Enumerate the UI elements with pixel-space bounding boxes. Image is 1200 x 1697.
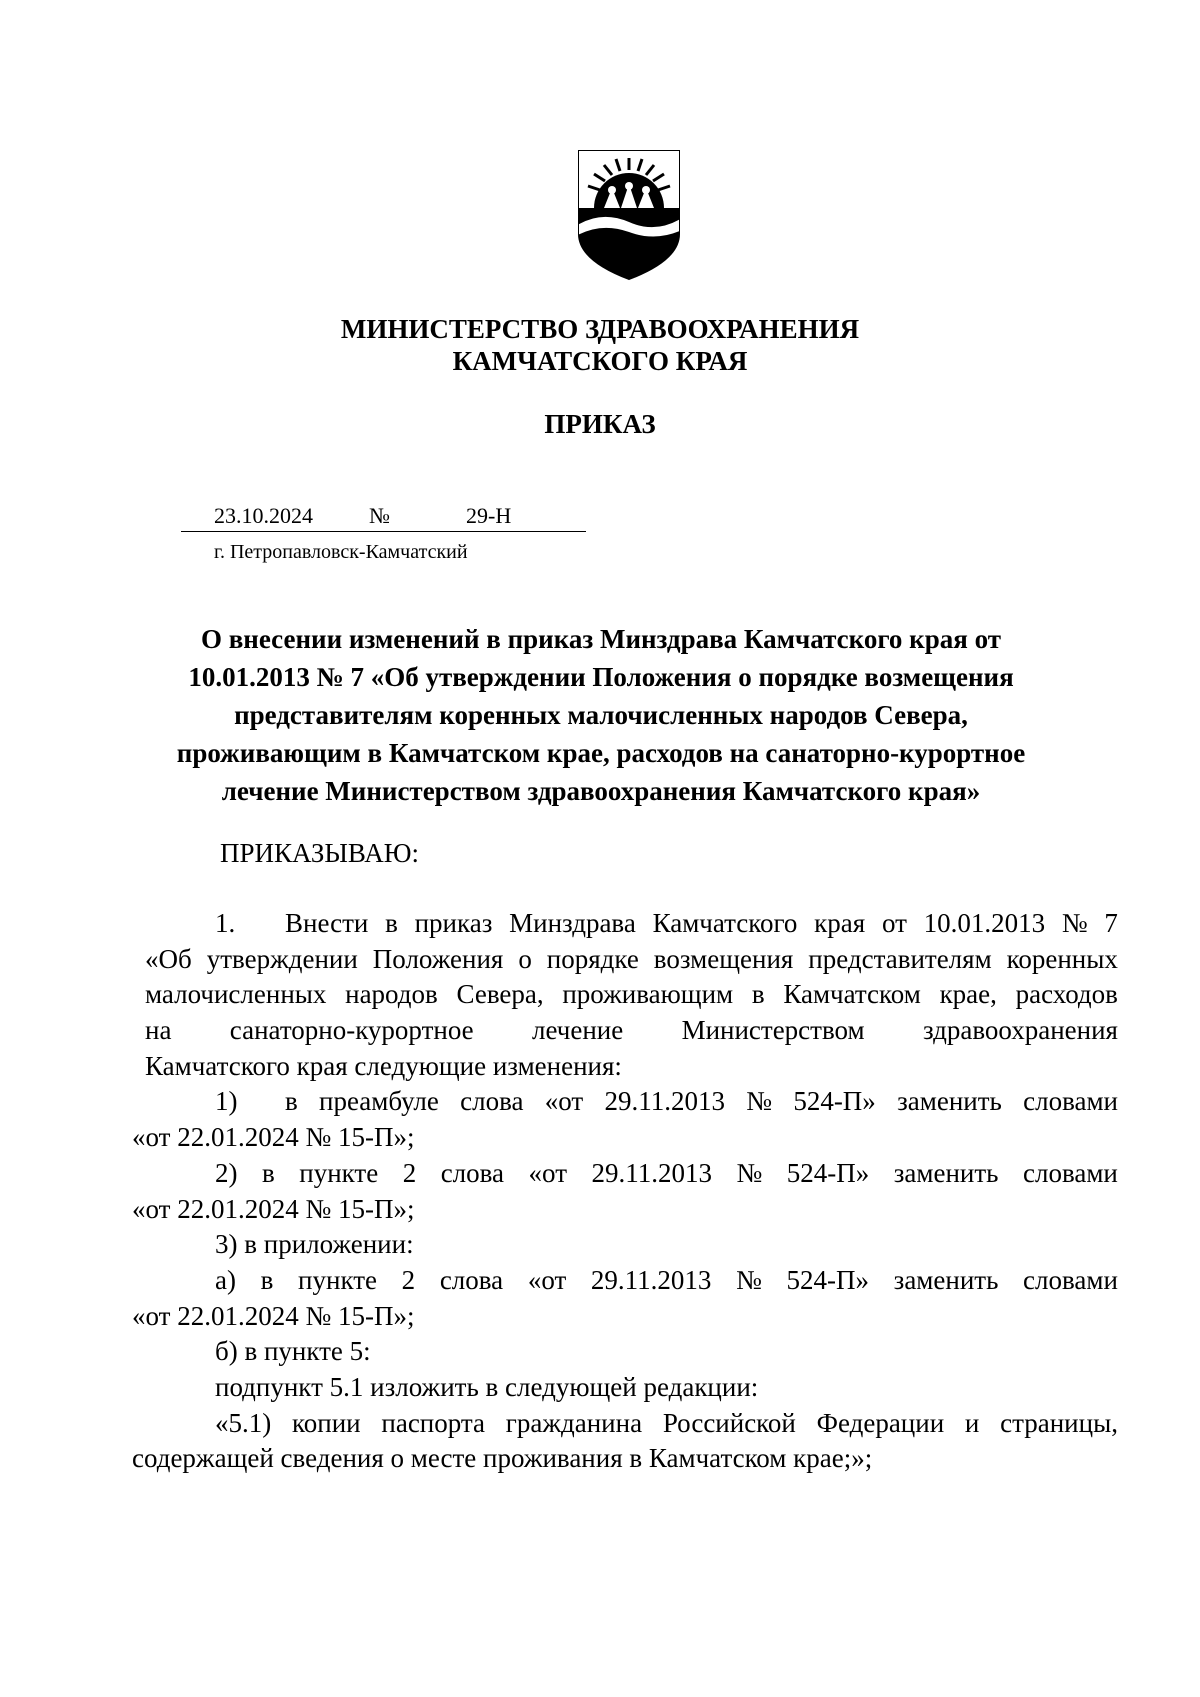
item1-line3 [145,977,1118,1013]
word: заменить [893,1157,999,1188]
word: в [262,1157,275,1188]
sub2-line1 [145,1156,1118,1192]
word: 29.11.2013 [591,1157,712,1188]
document-type: ПРИКАЗ [544,409,656,439]
word: 524-П» [786,1264,869,1295]
word: словами [1023,1264,1118,1295]
subject-line: О внесении изменений в приказ Минздрава Камчатского края от [200,624,1002,654]
word: слова [440,1157,505,1188]
word: а) [215,1264,236,1295]
word: № [746,1086,773,1117]
word: здравоохранения [922,1015,1118,1046]
word: 524-П» [786,1157,870,1188]
word: страницы, [1000,1407,1118,1438]
subject-line: лечение Министерством здравоохранения Камчатского края» [221,776,981,806]
word: заменить [893,1264,999,1295]
sub3b-line: б) в пункте 5: [215,1336,371,1367]
number-sign: № [369,503,390,528]
word: коренных [1006,943,1118,974]
word: Положения [372,943,504,974]
word: проживающим [562,979,734,1010]
sub3a-line1 [145,1263,1118,1299]
word: 29.11.2013 [590,1264,712,1295]
organization-name [200,313,1000,377]
word: гражданина [505,1407,643,1438]
org-line-1: МИНИСТЕРСТВО ЗДРАВООХРАНЕНИЯ [340,314,860,344]
sub1-text [285,1084,1118,1120]
order-word: ПРИКАЗЫВАЮ: [220,838,419,868]
word: края [814,908,866,938]
word: крае, [939,979,997,1010]
word: и [964,1407,980,1438]
word: слова [460,1086,524,1117]
quote-line1 [145,1406,1118,1442]
word: слова [439,1264,504,1295]
word: «от [527,1264,567,1295]
word: расходов [1015,979,1118,1010]
item1-line1 [145,906,1118,942]
word: народов [345,979,438,1010]
word: Минздрава [509,908,636,938]
word: Камчатского [652,908,798,938]
word: 2 [401,1264,416,1295]
word: возмещения [653,943,794,974]
word: о [518,943,532,974]
word: в [751,979,765,1010]
item1-number: 1. [215,908,236,938]
sub3a-line2: «от 22.01.2024 № 15-П»; [132,1300,415,1331]
word: «от [544,1086,584,1117]
word: в [285,1086,298,1117]
word: порядке [546,943,639,974]
sub1-line2: «от 22.01.2024 № 15-П»; [132,1122,415,1153]
sub3b-text: подпункт 5.1 изложить в следующей редакции: [215,1371,759,1402]
word: от [881,908,907,938]
sub1-line1 [145,1084,1118,1120]
city-name: г. Петропавловск-Камчатский [214,541,468,563]
word: лечение [531,1015,624,1046]
word: паспорта [381,1407,486,1438]
word: Севера, [456,979,544,1010]
word: преамбуле [319,1086,439,1117]
word: «5.1) [215,1407,272,1438]
item1-line4 [145,1013,1118,1049]
word: Камчатском [783,979,921,1010]
word: № [736,1264,762,1295]
subject-line: 10.01.2013 № 7 «Об утверждении Положения о порядке возмещения [188,662,1014,692]
word: 7 [1104,908,1118,938]
word: Федерации [816,1407,945,1438]
word: Внести [285,908,369,938]
document-date: 23.10.2024 [214,503,313,528]
word: Российской [662,1407,796,1438]
sub2-line2: «от 22.01.2024 № 15-П»; [132,1193,415,1224]
item1-text [285,906,1118,942]
word: «от [528,1157,567,1188]
word: словами [1023,1157,1118,1188]
word: 10.01.2013 [923,908,1046,938]
word: утверждении [206,943,358,974]
word: санаторно-курортное [229,1015,474,1046]
word: «Об [145,943,192,974]
word: № [1061,908,1088,938]
word: № [736,1157,763,1188]
item1-line5: Камчатского края следующие изменения: [145,1050,622,1081]
word: приказ [414,908,493,938]
word: 524-П» [793,1086,876,1117]
document-number: 29-Н [466,503,512,528]
sub3-line: 3) в приложении: [215,1229,414,1260]
kamchatka-coat-of-arms-icon [576,148,682,282]
word: представителям [808,943,992,974]
subject-line: представителям коренных малочисленных народов Севера, [234,700,968,730]
quote-line2: содержащей сведения о месте проживания в Камчатском крае;»; [132,1443,873,1474]
word: пункте [298,1264,377,1295]
word: в [260,1264,274,1295]
word: 2 [402,1157,417,1188]
word: Министерством [681,1015,865,1046]
word: словами [1023,1086,1118,1117]
word: в [385,908,398,938]
word: копии [292,1407,361,1438]
word: 2) [215,1157,238,1188]
document-body [132,906,1118,1477]
word: заменить [897,1086,1002,1117]
word: пункте [299,1157,379,1188]
item1-line2 [145,942,1118,978]
document-subject [150,620,1052,810]
word: малочисленных [145,979,327,1010]
org-line-2: КАМЧАТСКОГО КРАЯ [452,346,748,376]
subject-line: проживающим в Камчатском крае, расходов на санаторно-курортное [176,738,1026,768]
date-underline [181,531,586,532]
word: 29.11.2013 [604,1086,725,1117]
sub1-number: 1) [215,1086,238,1117]
word: на [145,1015,172,1046]
